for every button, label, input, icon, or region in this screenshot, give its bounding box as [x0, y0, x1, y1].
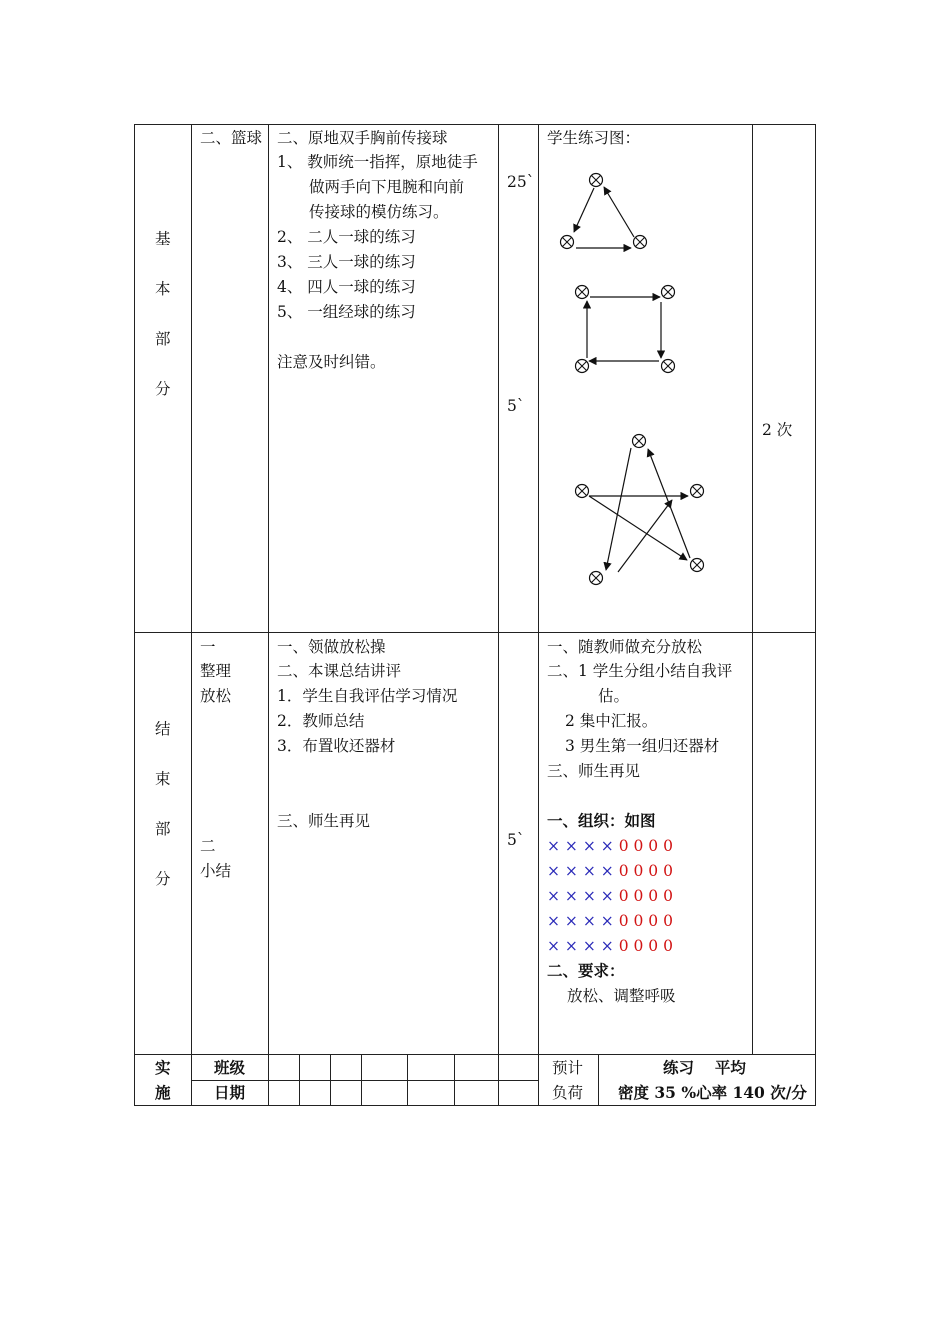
formation-girls: 0 0 0 0	[618, 912, 673, 930]
formation-boys: × × × ×	[547, 837, 614, 855]
player-icon	[633, 435, 646, 448]
section-char: 基	[155, 230, 171, 248]
end-org-line: 一、随教师做充分放松	[547, 638, 703, 656]
square-drill-diagram	[576, 286, 675, 373]
end-org-line: 2 集中汇报。	[565, 712, 658, 730]
formation-girls: 0 0 0 0	[618, 887, 673, 905]
basic-step-4: 4、 四人一球的练习	[277, 278, 416, 296]
end-org-line: 三、师生再见	[547, 762, 641, 780]
end-content-summary: 小结	[200, 862, 232, 880]
section-char: 束	[155, 770, 171, 788]
formation-girls: 0 0 0 0	[618, 837, 673, 855]
triangle-drill-diagram	[561, 174, 647, 249]
section-char: 结	[155, 720, 171, 738]
player-icon	[590, 572, 603, 585]
footer-class-label: 班级	[214, 1058, 246, 1077]
basic-step-1: 1、 教师统一指挥，原地徒手	[277, 153, 478, 171]
player-icon	[590, 174, 603, 187]
basic-step-1-cont: 做两手向下甩腕和向前	[309, 178, 465, 196]
player-icon	[691, 485, 704, 498]
formation-boys: × × × ×	[547, 887, 614, 905]
basic-step-3: 3、 三人一球的练习	[277, 253, 416, 271]
basic-org-title: 学生练习图：	[547, 129, 641, 147]
player-icon	[576, 286, 589, 299]
end-method-line: 1．学生自我评估学习情况	[277, 687, 458, 705]
player-icon	[634, 236, 647, 249]
end-org-line: 二、1 学生分组小结自我评	[547, 662, 733, 680]
player-icon	[691, 559, 704, 572]
formation-boys: × × × ×	[547, 862, 614, 880]
basic-reps: 2 次	[762, 421, 793, 439]
end-org-line: 3 男生第一组归还器材	[565, 737, 720, 755]
formation-title: 一、组织：如图	[547, 811, 656, 830]
formation-boys: × × × ×	[547, 937, 614, 955]
end-time: 5`	[507, 831, 525, 849]
footer-impl-label: 施	[155, 1083, 171, 1102]
end-section-label	[155, 720, 171, 920]
basic-step-1-cont: 传接球的模仿练习。	[309, 203, 449, 221]
footer-density-line1: 练习 平均	[663, 1058, 746, 1077]
formation-row	[547, 837, 673, 855]
basic-content-title: 二、篮球	[200, 129, 263, 147]
end-content-cooldown: 整理	[200, 662, 232, 680]
basic-step-2: 2、 二人一球的练习	[277, 228, 416, 246]
player-icon	[662, 360, 675, 373]
formation-row	[547, 887, 673, 905]
section-char: 分	[155, 380, 171, 398]
end-method-line: 3．布置收还器材	[277, 737, 396, 755]
star-drill-diagram	[576, 435, 704, 585]
player-icon	[662, 286, 675, 299]
end-method-line: 一、领做放松操	[277, 638, 386, 656]
basic-note: 注意及时纠错。	[277, 353, 386, 371]
player-icon	[576, 485, 589, 498]
end-method-farewell: 三、师生再见	[277, 812, 371, 830]
end-method-line: 2．教师总结	[277, 712, 365, 730]
formation-girls: 0 0 0 0	[618, 862, 673, 880]
footer-load-label: 预计	[552, 1059, 584, 1077]
footer-load-label: 负荷	[552, 1084, 584, 1102]
formation-row	[547, 912, 673, 930]
formation-boys: × × × ×	[547, 912, 614, 930]
formation-row	[547, 937, 673, 955]
footer-date-label: 日期	[214, 1083, 246, 1102]
end-org-line: 估。	[598, 687, 630, 705]
section-char: 部	[155, 820, 171, 838]
end-content-num-1: 一	[200, 638, 216, 656]
basic-time-2: 5`	[507, 397, 525, 415]
basic-step-5: 5、 一组经球的练习	[277, 303, 416, 321]
formation-row	[547, 862, 673, 880]
footer-impl-label: 实	[155, 1058, 171, 1077]
end-content-cooldown: 放松	[200, 687, 232, 705]
formation-girls: 0 0 0 0	[618, 937, 673, 955]
section-char: 部	[155, 330, 171, 348]
basic-time-1: 25`	[507, 173, 535, 191]
player-icon	[576, 360, 589, 373]
section-char: 本	[155, 280, 171, 298]
basic-method-title: 二、原地双手胸前传接球	[277, 129, 448, 147]
player-icon	[561, 236, 574, 249]
requirement-text: 放松、调整呼吸	[567, 987, 676, 1005]
end-method-line: 二、本课总结讲评	[277, 662, 402, 680]
requirement-title: 二、要求：	[547, 961, 625, 980]
footer-density-line2: 密度 35 %心率 140 次/分	[618, 1083, 807, 1102]
section-char: 分	[155, 870, 171, 888]
end-content-num-2: 二	[200, 837, 216, 855]
